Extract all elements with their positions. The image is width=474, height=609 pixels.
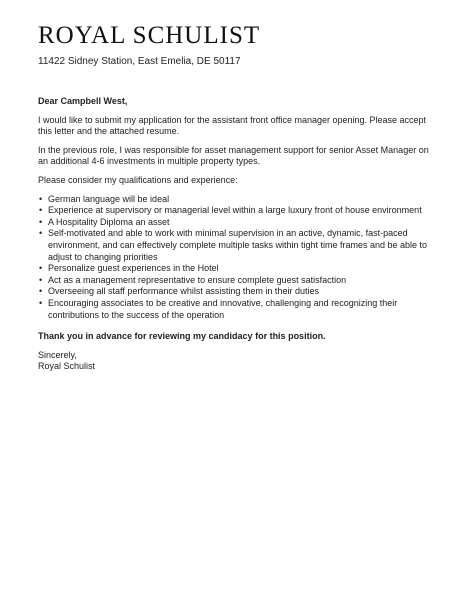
qualification-text: Encouraging associates to be creative and innovative, challenging and recognizing their contributions to the success of the operation xyxy=(48,297,398,320)
bullet-icon: • xyxy=(39,193,43,204)
qualification-item xyxy=(38,205,440,217)
intro-paragraph: I would like to submit my application for the assistant front office manager opening. Please accept this letter and the attached resume. xyxy=(38,114,427,137)
salutation: Dear Campbell West, xyxy=(38,96,128,106)
qualification-item xyxy=(38,298,440,321)
previous-role-paragraph: In the previous role, I was responsible for asset management support for senior Asset Manager on an additional 4-6 investments in multiple property types. xyxy=(38,144,429,167)
qualifications-intro: Please consider my qualifications and experience: xyxy=(38,174,238,185)
qualification-text: German language will be ideal xyxy=(48,193,170,204)
qualifications-list xyxy=(38,194,440,322)
qualification-item xyxy=(38,286,440,298)
qualification-text: Overseeing all staff performance whilst assisting them in their duties xyxy=(48,286,319,297)
qualification-text: Self-motivated and able to work with minimal supervision in an active, dynamic, fast-paced environment, and can effectively complete multiple tasks within tight time frames and be able to adjust to changing priorities xyxy=(48,228,428,262)
bullet-icon: • xyxy=(39,228,43,239)
qualification-item xyxy=(38,275,440,287)
bullet-icon: • xyxy=(39,216,43,227)
qualification-item xyxy=(38,263,440,275)
qualification-text: Experience at supervisory or managerial level within a large luxury front of house environment xyxy=(48,205,422,216)
valediction: Sincerely, xyxy=(38,349,77,360)
qualification-item xyxy=(38,217,440,229)
bullet-icon: • xyxy=(39,286,43,297)
bullet-icon: • xyxy=(39,263,43,274)
qualification-item xyxy=(38,228,440,263)
signature-name: Royal Schulist xyxy=(38,361,96,372)
qualification-item xyxy=(38,194,440,206)
closing-statement: Thank you in advance for reviewing my candidacy for this position. xyxy=(38,331,326,342)
letter-body xyxy=(38,96,440,373)
qualification-text: A Hospitality Diploma an asset xyxy=(48,216,170,227)
bullet-icon: • xyxy=(39,297,43,308)
qualification-text: Act as a management representative to ensure complete guest satisfaction xyxy=(48,274,347,285)
applicant-address: 11422 Sidney Station, East Emelia, DE 50117 xyxy=(38,56,241,67)
applicant-name-heading: ROYAL SCHULIST xyxy=(38,22,261,49)
bullet-icon: • xyxy=(39,274,43,285)
qualification-text: Personalize guest experiences in the Hotel xyxy=(48,263,219,274)
bullet-icon: • xyxy=(39,205,43,216)
